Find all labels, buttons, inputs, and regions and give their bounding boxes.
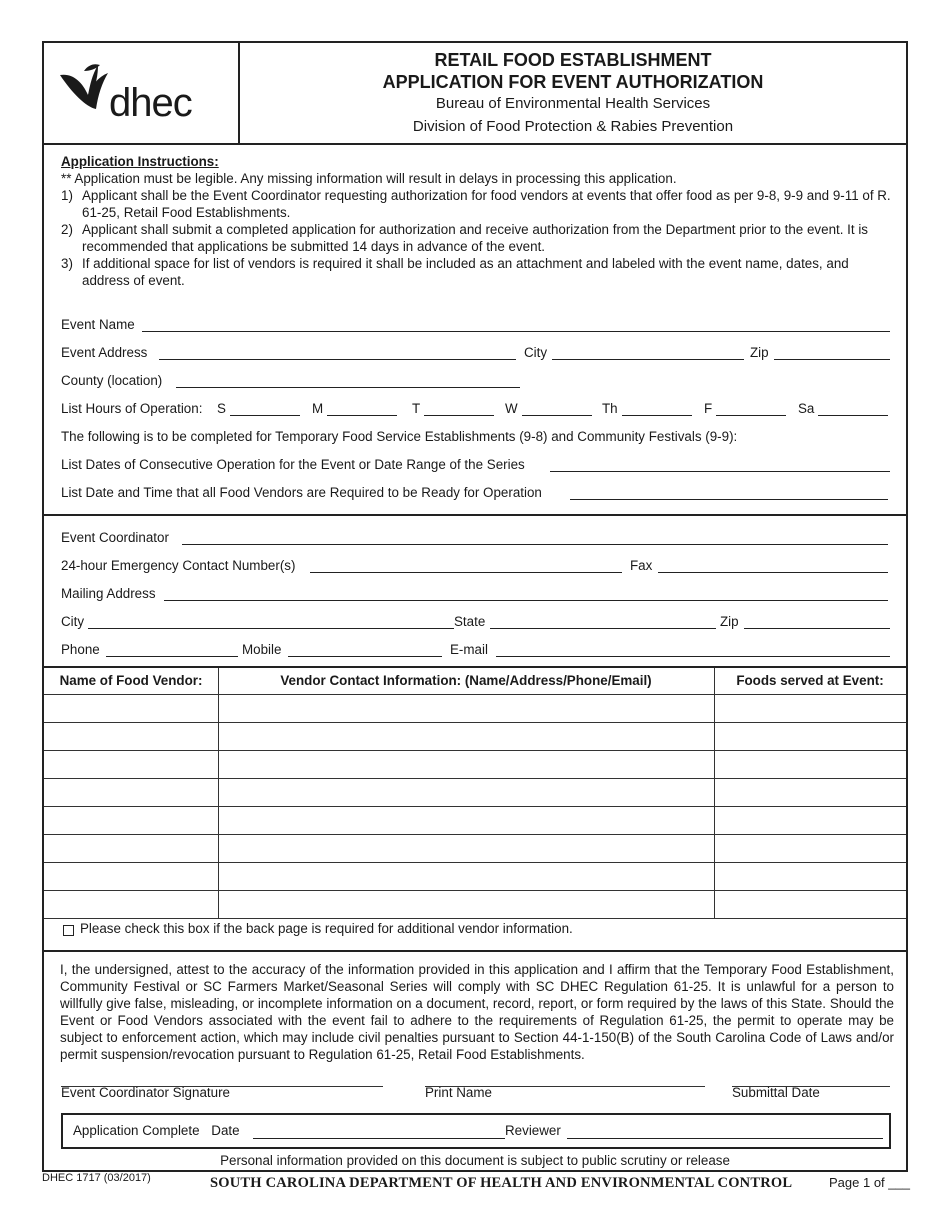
hours-field-monday[interactable] [327, 401, 397, 416]
event-city-label: City [524, 345, 548, 360]
instruction-number: 3) [61, 256, 73, 271]
phone-label: Phone [61, 642, 100, 657]
instruction-text: If additional space for list of vendors is required it shall be included as an attachment and labeled with the event name, dates, and address of event. [82, 256, 849, 288]
hours-field-thursday[interactable] [622, 401, 692, 416]
instructions-list [61, 187, 893, 289]
mobile-label: Mobile [242, 642, 282, 657]
ready-time-label: List Date and Time that all Food Vendors are Required to be Ready for Operation [61, 485, 542, 500]
form-header [44, 43, 906, 145]
event-address-label: Event Address [61, 345, 148, 360]
event-name-field[interactable] [142, 317, 890, 332]
ready-time-field[interactable] [570, 485, 888, 500]
event-zip-label: Zip [750, 345, 769, 360]
application-complete-row [73, 1123, 240, 1138]
reviewer-field[interactable] [567, 1124, 883, 1139]
instruction-number: 1) [61, 188, 73, 203]
mailing-address-label: Mailing Address [61, 586, 156, 601]
table-row[interactable] [44, 807, 906, 834]
dates-label: List Dates of Consecutive Operation for the Event or Date Range of the Series [61, 457, 525, 472]
fax-label: Fax [630, 558, 653, 573]
form-title-line2: APPLICATION FOR EVENT AUTHORIZATION [382, 72, 764, 92]
hours-field-tuesday[interactable] [424, 401, 494, 416]
instruction-item [61, 255, 893, 289]
instructions-note: ** Application must be legible. Any missing information will result in delays in processing this application. [61, 171, 677, 186]
instructions [61, 153, 893, 289]
print-name-label: Print Name [425, 1085, 492, 1100]
coordinator-field[interactable] [182, 530, 888, 545]
foods-served-header: Foods served at Event: [736, 673, 884, 688]
hours-day-wednesday: W [505, 401, 518, 416]
hours-label: List Hours of Operation: [61, 401, 203, 416]
instruction-text: Applicant shall submit a completed application for authorization and receive authorization from the Department prior to the event. It is recommended that applications be submitted 14 days in advance of the event. [82, 222, 869, 254]
event-address-row [61, 344, 147, 362]
state-label: State [454, 614, 486, 629]
mailing-address-field[interactable] [164, 586, 888, 601]
reviewer-label: Reviewer [505, 1123, 561, 1138]
table-row[interactable] [44, 891, 906, 918]
hours-field-wednesday[interactable] [522, 401, 592, 416]
vendor-rows [44, 695, 906, 918]
logo-cell [44, 43, 240, 143]
form-code: DHEC 1717 (03/2017) [42, 1172, 151, 1184]
table-row[interactable] [44, 695, 906, 722]
coordinator-label: Event Coordinator [61, 530, 169, 545]
email-field[interactable] [496, 642, 890, 657]
coordinator-zip-label: Zip [720, 614, 739, 629]
hours-day-sunday: S [217, 401, 226, 416]
privacy-note: Personal information provided on this document is subject to public scrutiny or release [220, 1153, 730, 1168]
instruction-number: 2) [61, 222, 73, 237]
division-subtitle: Division of Food Protection & Rabies Prevention [412, 118, 734, 135]
event-zip-field[interactable] [774, 345, 890, 360]
hours-field-sunday[interactable] [230, 401, 300, 416]
county-label: County (location) [61, 373, 163, 388]
emergency-contact-field[interactable] [310, 558, 622, 573]
fax-field[interactable] [658, 558, 888, 573]
page-number: Page 1 of ___ [829, 1175, 910, 1190]
event-name-row [61, 316, 135, 334]
hours-day-saturday: Sa [798, 401, 815, 416]
hours-day-friday: F [704, 401, 713, 416]
instruction-text: Applicant shall be the Event Coordinator requesting authorization for food vendors at events that offer food as per 9-8, 9-9 and 9-11 of R. 61-25, Retail Food Establishments. [82, 188, 891, 220]
county-field[interactable] [176, 373, 520, 388]
hours-day-thursday: Th [602, 401, 618, 416]
emergency-contact-label: 24-hour Emergency Contact Number(s) [61, 558, 296, 573]
event-name-label: Event Name [61, 317, 135, 332]
table-row[interactable] [44, 835, 906, 862]
application-complete-box [61, 1113, 891, 1149]
submittal-date-label: Submittal Date [732, 1085, 820, 1100]
additional-vendor-checkbox-label: Please check this box if the back page is required for additional vendor information. [80, 921, 573, 936]
application-form [42, 41, 908, 1172]
bureau-subtitle: Bureau of Environmental Health Services [435, 95, 711, 112]
mobile-field[interactable] [288, 642, 442, 657]
coordinator-city-label: City [61, 614, 85, 629]
dates-field[interactable] [550, 457, 890, 472]
event-city-field[interactable] [552, 345, 744, 360]
state-field[interactable] [490, 614, 716, 629]
table-row-divider [44, 918, 906, 919]
signature-label: Event Coordinator Signature [61, 1085, 230, 1100]
section-divider [44, 950, 906, 952]
instructions-title: Application Instructions: [61, 154, 219, 169]
coordinator-zip-field[interactable] [744, 614, 890, 629]
vendor-name-header: Name of Food Vendor: [59, 673, 203, 688]
attestation-paragraph: I, the undersigned, attest to the accuracy of the information provided in this application and I affirm that the Temporary Food Establishment, Community Festival or SC Farmers Market/Seasonal Series will comply with SC DHEC Regulation 61-25. It is unlawful for a person to willfully give false, misleading, or incomplete information on a document, record, report, or form required by the laws of this State. Should the Event or Food Vendors associated with the event fail to adhere to the requirements of Regulation 61-25, the permit to operate may be subject to enforcement action, which may include civil penalties pursuant to Section 44-1-150(B) of the South Carolina Code of Laws and/or permit suspension/revocation pursuant to Regulation 61-25, Retail Food Establishments. [60, 962, 894, 1062]
application-complete-label: Application Complete [73, 1123, 200, 1138]
coordinator-city-field[interactable] [88, 614, 454, 629]
event-address-field[interactable] [159, 345, 516, 360]
hours-field-friday[interactable] [716, 401, 786, 416]
temp-establishment-note: The following is to be completed for Temporary Food Service Establishments (9-8) and Community Festivals (9-9): [61, 429, 738, 444]
email-label: E-mail [450, 642, 488, 657]
phone-field[interactable] [106, 642, 238, 657]
hours-day-tuesday: T [412, 401, 421, 416]
table-row[interactable] [44, 863, 906, 890]
section-divider [44, 514, 906, 516]
table-row[interactable] [44, 751, 906, 778]
vendor-contact-header: Vendor Contact Information: (Name/Address/Phone/Email) [280, 673, 652, 688]
instruction-item [61, 187, 893, 221]
instruction-item [61, 221, 893, 255]
office-date-label: Date [211, 1123, 240, 1138]
additional-vendor-checkbox[interactable] [63, 925, 74, 936]
hours-day-monday: M [312, 401, 324, 416]
office-date-field[interactable] [253, 1124, 505, 1139]
hours-field-saturday[interactable] [818, 401, 888, 416]
form-title-line1: RETAIL FOOD ESTABLISHMENT [434, 50, 712, 70]
table-row[interactable] [44, 779, 906, 806]
agency-name: SOUTH CAROLINA DEPARTMENT OF HEALTH AND ENVIRONMENTAL CONTROL [210, 1175, 793, 1191]
title-block [240, 49, 906, 137]
table-row[interactable] [44, 723, 906, 750]
dhec-logo-text: dhec [109, 81, 192, 125]
